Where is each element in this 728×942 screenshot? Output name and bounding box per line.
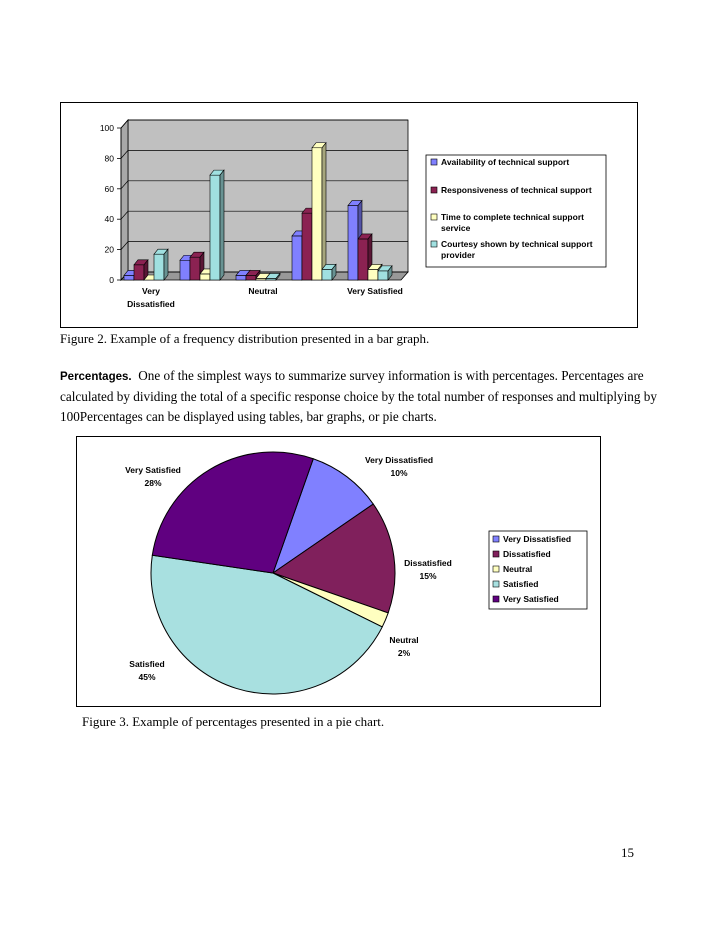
bar (134, 260, 148, 280)
legend-swatch (431, 159, 437, 165)
bar (154, 249, 168, 280)
y-tick-label: 80 (104, 153, 114, 164)
bar-front (358, 239, 368, 280)
slice-percent-label: 45% (138, 672, 156, 682)
bar (210, 170, 224, 280)
pie-legend-swatch (493, 581, 499, 587)
pie-legend-label: Neutral (503, 564, 533, 574)
bar-front (302, 213, 312, 280)
pie-legend-label: Satisfied (503, 579, 539, 589)
x-tick-label: Dissatisfied (127, 299, 175, 309)
bar-chart (61, 103, 637, 327)
legend-swatch (431, 214, 437, 220)
pie-chart (77, 437, 600, 706)
bar-front (312, 148, 322, 280)
bar-front (154, 254, 164, 280)
slice-label: Neutral (389, 635, 419, 645)
y-tick-label: 40 (104, 214, 114, 225)
y-tick-label: 0 (109, 275, 114, 285)
slice-label: Satisfied (129, 659, 165, 669)
legend-label: Courtesy shown by technical support (441, 239, 593, 249)
slice-percent-label: 28% (144, 478, 162, 488)
plot-side-wall (121, 120, 128, 280)
bar-side (220, 170, 224, 280)
bar-side (322, 143, 326, 280)
pie-legend-swatch (493, 551, 499, 557)
y-tick-label: 100 (99, 123, 114, 133)
pie-legend-swatch (493, 596, 499, 602)
pie-legend-swatch (493, 566, 499, 572)
bar-chart-frame (60, 102, 638, 328)
slice-label: Dissatisfied (404, 558, 452, 568)
page-number: 15 (621, 845, 634, 860)
slice-percent-label: 15% (419, 571, 437, 581)
y-tick-label: 60 (104, 183, 114, 194)
bar-front (292, 236, 302, 280)
bar-front (200, 274, 210, 280)
bar-front (322, 269, 332, 280)
bar-front (180, 260, 190, 280)
slice-percent-label: 10% (390, 468, 408, 478)
slice-label: Very Dissatisfied (364, 455, 434, 465)
bar (378, 266, 392, 280)
pie-legend-label: Very Dissatisfied (503, 534, 572, 544)
bar-front (210, 175, 220, 280)
slice-label: Very Satisfied (125, 465, 181, 475)
legend-label: Responsiveness of technical support (441, 185, 592, 195)
pie-legend-label: Very Satisfied (503, 594, 559, 604)
legend-label: provider (441, 250, 476, 260)
paragraph-text: One of the simplest ways to summarize survey information is with percentages. Percentages are calculated by dividing the total of a specific response choice by the total number of responses and multiplying by 100Percentages can be displayed using tables, bar graphs, or pie charts. (60, 368, 657, 424)
pie-chart-frame (76, 436, 601, 707)
slice-percent-label: 2% (397, 648, 411, 658)
pie-legend-label: Dissatisfied (503, 549, 551, 559)
figure-3-caption: Figure 3. Example of percentages presented in a pie chart. (82, 714, 385, 729)
bar-front (368, 269, 378, 280)
bar-front (348, 206, 358, 280)
paragraph-heading: Percentages. (60, 371, 132, 383)
bar-front (236, 275, 246, 280)
pie-legend-swatch (493, 536, 499, 542)
bar-front (134, 265, 144, 280)
legend-label: Availability of technical support (441, 157, 570, 167)
bar (312, 143, 326, 280)
bar-front (246, 275, 256, 280)
legend-label: Time to complete technical support (441, 212, 584, 222)
x-tick-label: Very Satisfied (347, 286, 403, 296)
bar (322, 264, 336, 280)
bar-side (164, 249, 168, 280)
x-tick-label: Very (142, 286, 160, 296)
legend-swatch (431, 241, 437, 247)
body-paragraph (60, 366, 672, 427)
x-tick-label: Neutral (248, 286, 278, 296)
legend-label: service (441, 223, 471, 233)
bar-front (378, 271, 388, 280)
y-tick-label: 20 (104, 244, 114, 255)
figure-2-caption: Figure 2. Example of a frequency distribution presented in a bar graph. (60, 331, 430, 346)
bar-front (190, 257, 200, 280)
bar-front (124, 275, 134, 280)
legend-swatch (431, 187, 437, 193)
